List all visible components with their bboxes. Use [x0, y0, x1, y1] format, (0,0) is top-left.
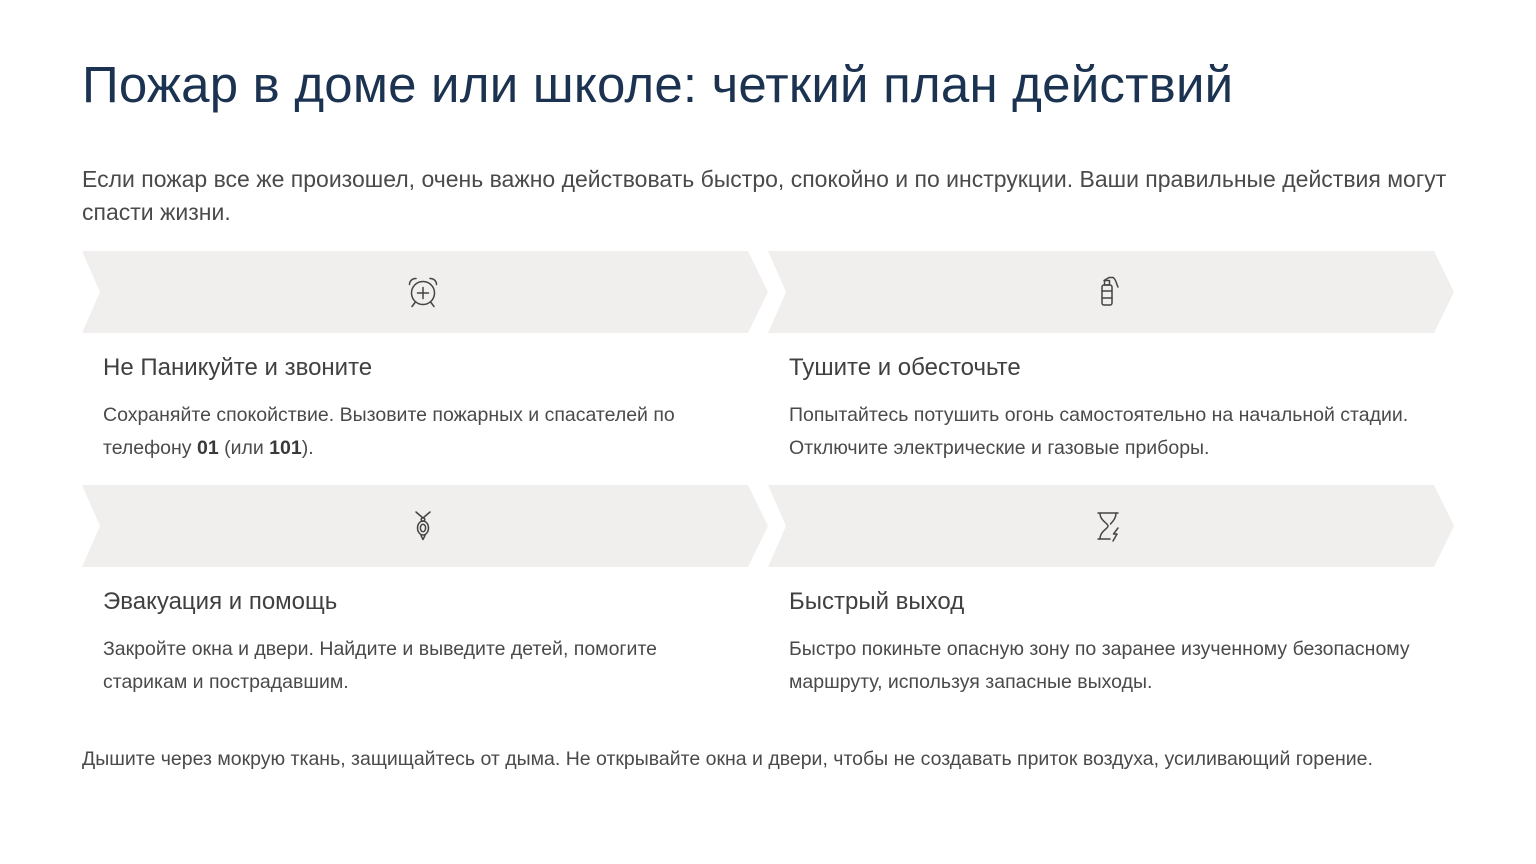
- card-title: Быстрый выход: [789, 588, 965, 615]
- card-text: Попытайтесь потушить огонь самостоятельно на начальной стадии. Отключите электрические и газовые приборы.: [789, 404, 1409, 459]
- step-card-evacuate: [82, 485, 768, 705]
- card-text: Быстро покиньте опасную зону по заранее изученному безопасному маршруту, используя запасные выходы.: [789, 638, 1410, 693]
- card-title: Тушите и обесточьте: [789, 354, 1021, 381]
- step-card-exit: [768, 485, 1454, 705]
- page-title: Пожар в доме или школе: четкий план действий: [82, 56, 1234, 113]
- card-title: Эвакуация и помощь: [103, 588, 338, 615]
- chevron-banner: [82, 485, 768, 567]
- chevron-banner: [768, 485, 1454, 567]
- step-card-call: [82, 251, 768, 471]
- phone-number-101: 101: [269, 437, 302, 459]
- pendant-icon: [405, 508, 441, 544]
- phone-number-01: 01: [196, 437, 219, 459]
- intro-paragraph: Если пожар все же произошел, очень важно действовать быстро, спокойно и по инструкции. Ваши правильные действия могут спасти жизни.: [82, 166, 1447, 225]
- chevron-banner: [82, 251, 768, 333]
- chevron-banner: [768, 251, 1454, 333]
- alarm-clock-icon: [405, 274, 441, 310]
- card-text: Закройте окна и двери. Найдите и выведите детей, помогите старикам и пострадавшим.: [103, 638, 657, 693]
- fire-extinguisher-icon: [1091, 274, 1127, 310]
- hourglass-lightning-icon: [1091, 508, 1127, 544]
- card-text: Сохраняйте спокойствие. Вызовите пожарных и спасателей по телефону 01 (или 101).: [103, 404, 675, 459]
- card-title: Не Паникуйте и звоните: [103, 354, 373, 381]
- footer-note: Дышите через мокрую ткань, защищайтесь от дыма. Не открывайте окна и двери, чтобы не создавать приток воздуха, усиливающий горение.: [82, 748, 1373, 770]
- step-card-extinguish: [768, 251, 1454, 471]
